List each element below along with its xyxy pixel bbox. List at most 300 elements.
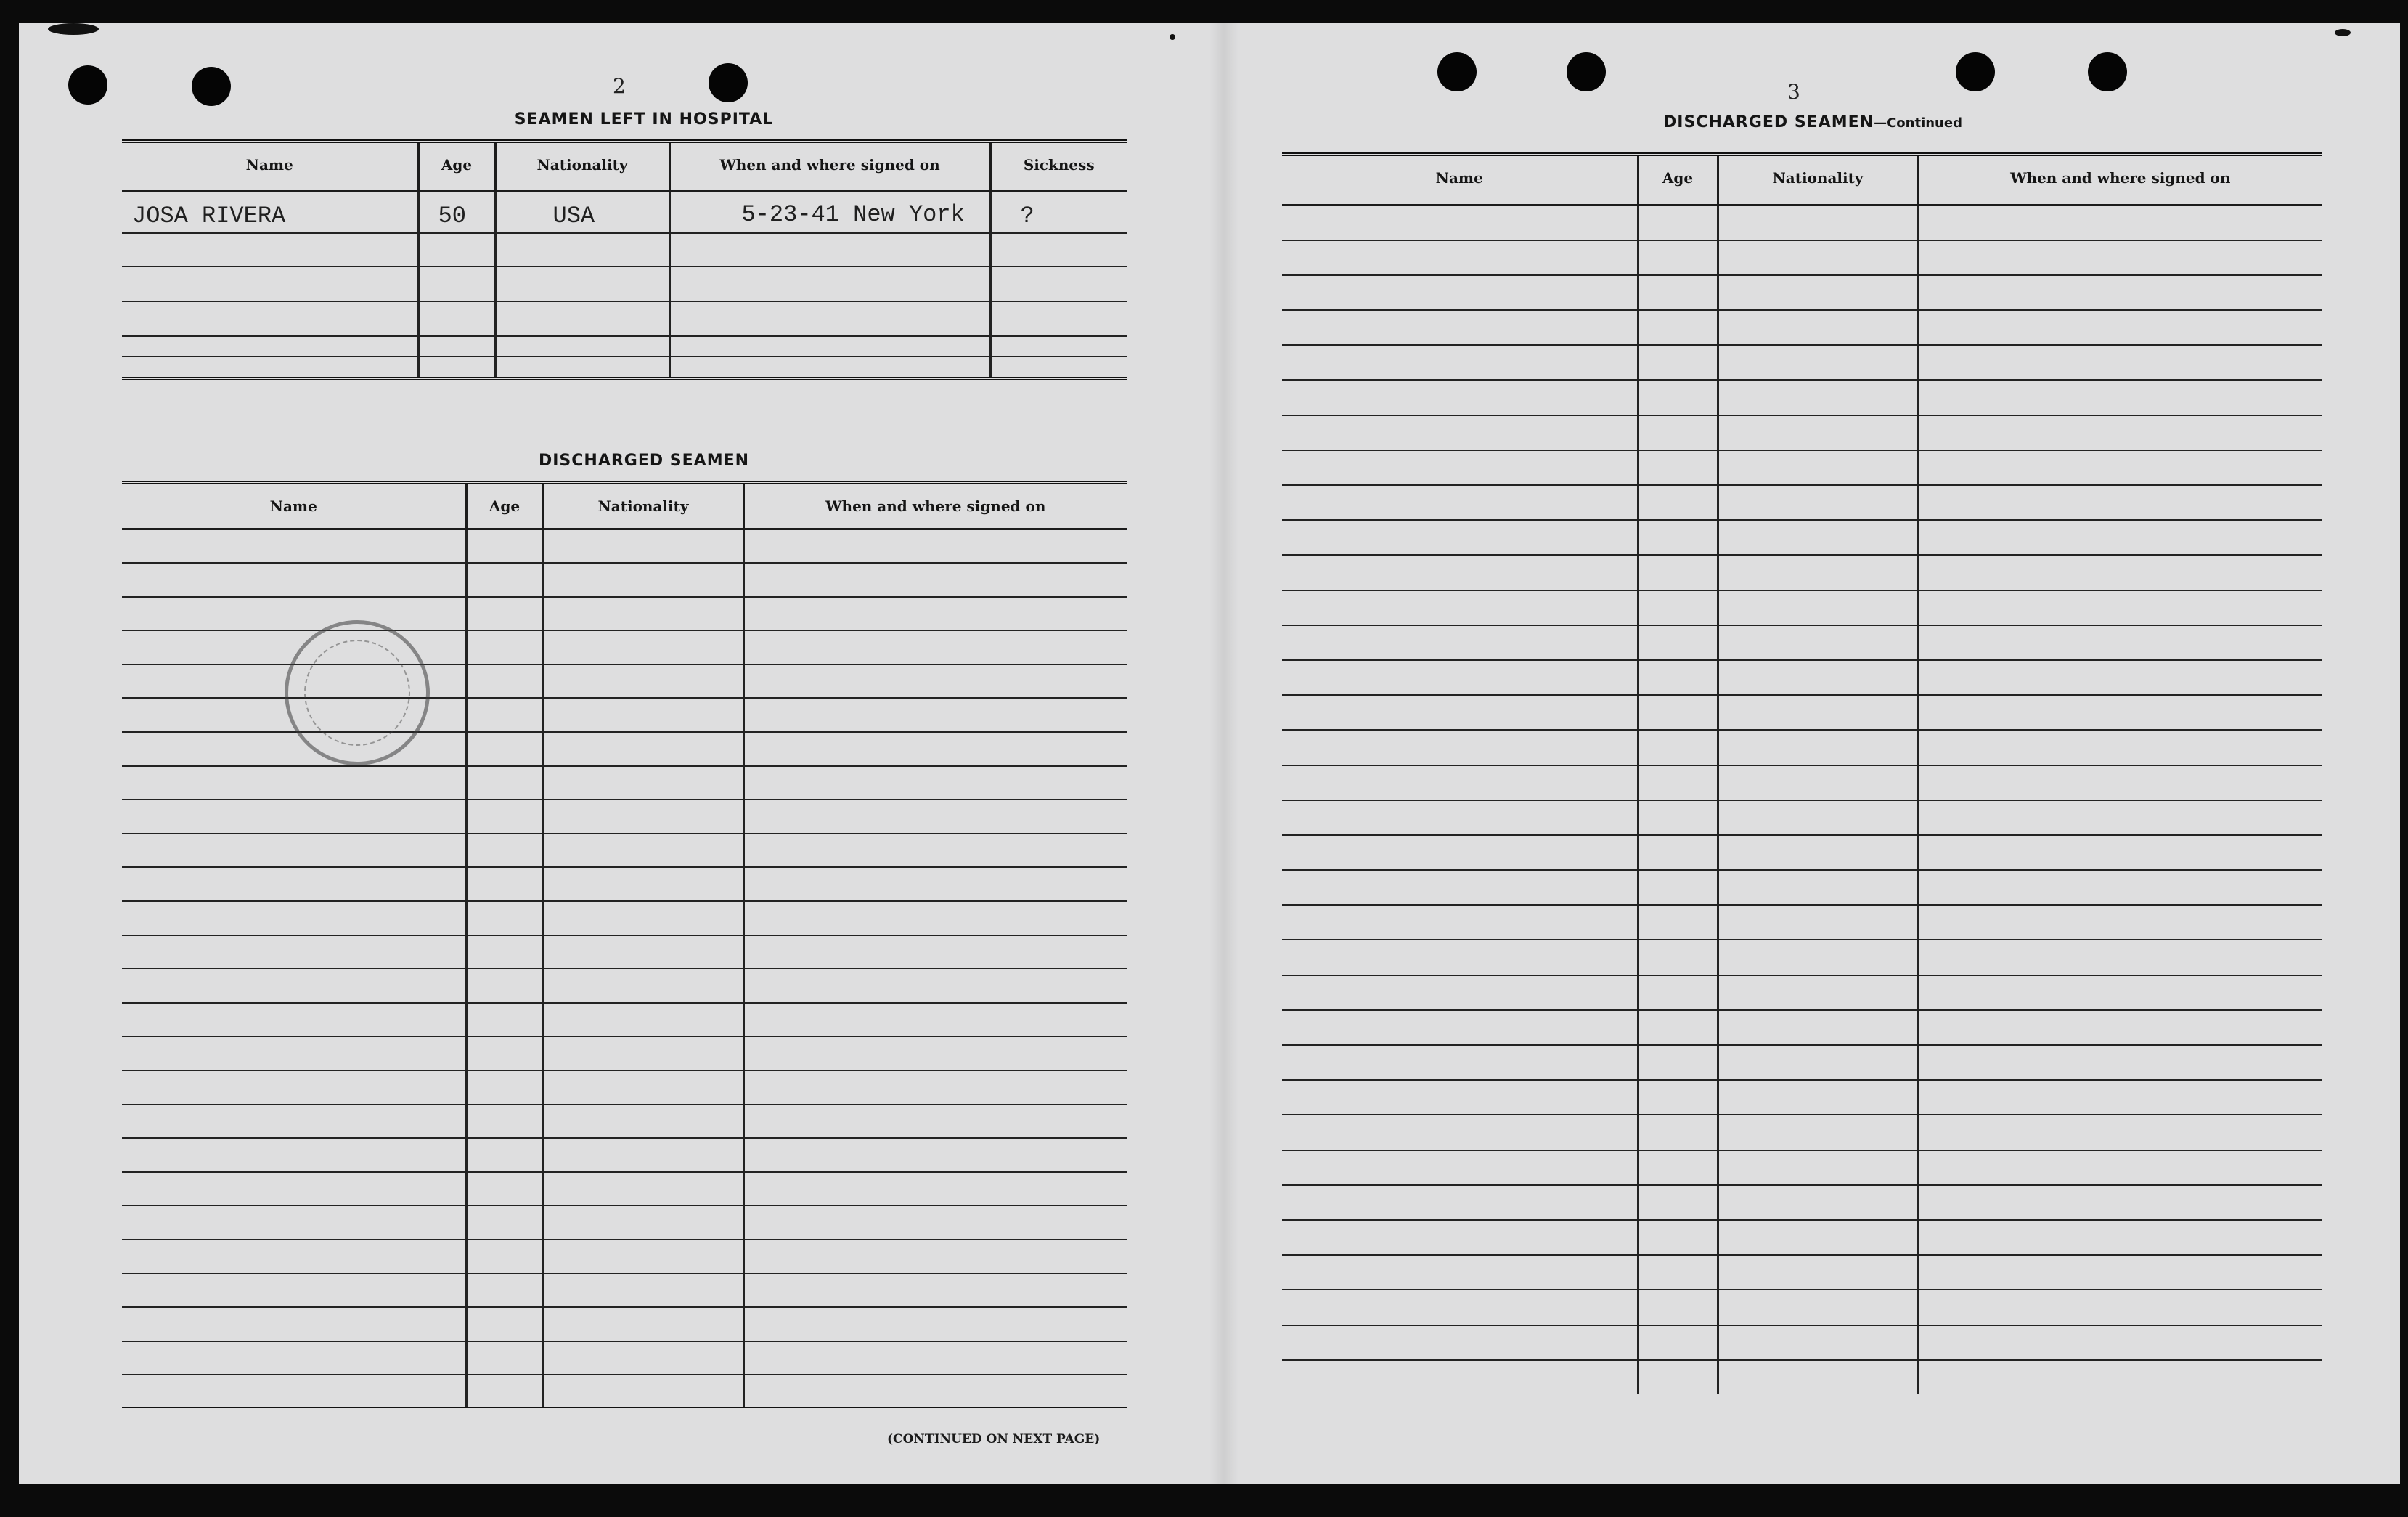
blank-cell (743, 664, 1127, 699)
blank-cell (1638, 800, 1718, 835)
blank-cell (743, 1375, 1127, 1409)
table-row (122, 698, 1127, 732)
blank-cell (1718, 695, 1918, 730)
table-row (1282, 1290, 2322, 1325)
blank-cell (1638, 835, 1718, 870)
blank-cell (543, 732, 743, 766)
title-suffix: —Continued (1874, 115, 1962, 131)
blank-cell (1638, 1045, 1718, 1080)
blank-cell (1638, 1290, 1718, 1325)
column-header-name: Name (122, 142, 418, 191)
blank-cell (1282, 695, 1638, 730)
blank-cell (1718, 1185, 1918, 1220)
blank-cell (543, 800, 743, 834)
table-row (122, 1070, 1127, 1105)
blank-cell (466, 597, 543, 631)
continued-footnote: (CONTINUED ON NEXT PAGE) (887, 1432, 1101, 1447)
table-row (122, 630, 1127, 664)
table-row (1282, 765, 2322, 800)
table-row (122, 1375, 1127, 1409)
table-row (122, 301, 1127, 336)
blank-cell (466, 1205, 543, 1240)
table-row (122, 766, 1127, 800)
table-row (1282, 800, 2322, 835)
blank-cell (1918, 870, 2322, 905)
table-row (1282, 520, 2322, 555)
table-row (122, 800, 1127, 834)
table-row (122, 357, 1127, 378)
table-row (122, 529, 1127, 564)
blank-cell (543, 1240, 743, 1274)
blank-cell (1638, 1010, 1718, 1045)
blank-cell (1282, 905, 1638, 940)
blank-cell (1718, 975, 1918, 1010)
blank-cell (743, 901, 1127, 935)
table-row (1282, 695, 2322, 730)
table-row (1282, 1185, 2322, 1220)
punch-hole (192, 67, 231, 106)
blank-cell (1918, 275, 2322, 310)
blank-cell (743, 867, 1127, 901)
column-header-age: Age (1638, 155, 1718, 206)
blank-cell (466, 935, 543, 969)
blank-cell (122, 1205, 466, 1240)
blank-cell (1718, 415, 1918, 450)
blank-cell (743, 1070, 1127, 1105)
table-row (1282, 555, 2322, 590)
blank-cell (122, 1172, 466, 1206)
blank-cell (1918, 1150, 2322, 1185)
table-row (122, 664, 1127, 699)
blank-cell (743, 1138, 1127, 1172)
column-header-age: Age (466, 483, 543, 529)
blank-cell (122, 1003, 466, 1037)
blank-cell (1638, 380, 1718, 415)
speck (48, 23, 99, 35)
blank-cell (1638, 1325, 1718, 1360)
blank-cell (466, 1375, 543, 1409)
blank-cell (1282, 1360, 1638, 1395)
blank-cell (543, 1138, 743, 1172)
blank-cell (1918, 345, 2322, 380)
table-row (122, 1036, 1127, 1070)
blank-cell (543, 867, 743, 901)
blank-cell (466, 766, 543, 800)
blank-cell (743, 1036, 1127, 1070)
punch-hole (2088, 52, 2127, 91)
page-number: 2 (613, 74, 626, 98)
header-row (122, 483, 1127, 529)
blank-cell (1718, 835, 1918, 870)
blank-cell (466, 800, 543, 834)
table-row (1282, 1080, 2322, 1115)
blank-cell (1918, 1045, 2322, 1080)
blank-cell (1282, 1255, 1638, 1290)
blank-cell (1918, 310, 2322, 345)
blank-cell (1918, 765, 2322, 800)
blank-cell (543, 1172, 743, 1206)
page-fold (1209, 23, 1238, 1484)
blank-cell (466, 1105, 543, 1139)
blank-cell (1638, 275, 1718, 310)
blank-cell (743, 935, 1127, 969)
blank-cell (1638, 206, 1718, 240)
blank-cell (122, 1307, 466, 1341)
table-row (1282, 275, 2322, 310)
blank-cell (1282, 590, 1638, 625)
blank-cell (543, 1375, 743, 1409)
blank-cell (122, 1105, 466, 1139)
blank-cell (1918, 1255, 2322, 1290)
blank-cell (466, 1240, 543, 1274)
blank-cell (1918, 1080, 2322, 1115)
table-row (122, 597, 1127, 631)
blank-cell (1918, 240, 2322, 275)
blank-cell (743, 698, 1127, 732)
table-row (122, 969, 1127, 1003)
blank-cell (1638, 695, 1718, 730)
blank-cell (1282, 975, 1638, 1010)
blank-cell (1638, 1255, 1718, 1290)
column-header-nationality: Nationality (543, 483, 743, 529)
blank-cell (466, 664, 543, 699)
blank-cell (1918, 695, 2322, 730)
table-row (1282, 345, 2322, 380)
blank-cell (1638, 310, 1718, 345)
blank-cell (466, 1341, 543, 1375)
table-row (1282, 1325, 2322, 1360)
blank-cell (1282, 1080, 1638, 1115)
blank-cell (743, 969, 1127, 1003)
speck (2335, 29, 2351, 36)
punch-hole (709, 63, 748, 102)
column-header-age: Age (418, 142, 495, 191)
column-header-nationality: Nationality (495, 142, 669, 191)
table-row (1282, 240, 2322, 275)
blank-cell (1638, 1185, 1718, 1220)
blank-cell (466, 1274, 543, 1308)
table-row (122, 867, 1127, 901)
column-header-name: Name (1282, 155, 1638, 206)
table-row (122, 191, 1127, 233)
blank-cell (543, 1274, 743, 1308)
blank-cell (466, 563, 543, 597)
column-header-signed-on: When and where signed on (743, 483, 1127, 529)
blank-cell (1918, 1360, 2322, 1395)
title-main: DISCHARGED SEAMEN (1663, 113, 1874, 131)
discharged-continued-table (1282, 152, 2322, 1396)
blank-cell (1918, 415, 2322, 450)
blank-cell (743, 834, 1127, 868)
table-row (1282, 415, 2322, 450)
blank-cell (1282, 765, 1638, 800)
blank-cell (1718, 590, 1918, 625)
table-row (1282, 1220, 2322, 1255)
blank-cell (1918, 1185, 2322, 1220)
table-row (122, 1138, 1127, 1172)
discharged-table (122, 481, 1127, 1410)
hospital-table (122, 139, 1127, 380)
blank-cell (1918, 905, 2322, 940)
table-row (122, 834, 1127, 868)
blank-cell (1918, 730, 2322, 765)
table-row (1282, 940, 2322, 975)
blank-cell (1282, 625, 1638, 660)
blank-cell (1282, 1150, 1638, 1185)
blank-cell (1638, 625, 1718, 660)
blank-cell (743, 1205, 1127, 1240)
blank-cell (1918, 380, 2322, 415)
blank-cell (1918, 1325, 2322, 1360)
blank-cell (1718, 1220, 1918, 1255)
blank-cell (1638, 1220, 1718, 1255)
table-row (1282, 660, 2322, 695)
blank-cell (1718, 485, 1918, 520)
blank-cell (743, 1105, 1127, 1139)
blank-cell (1282, 450, 1638, 485)
blank-cell (122, 1070, 466, 1105)
table-row (1282, 1115, 2322, 1150)
blank-cell (122, 834, 466, 868)
blank-cell (1918, 555, 2322, 590)
blank-cell (543, 1341, 743, 1375)
blank-cell (1718, 275, 1918, 310)
blank-cell (1918, 1115, 2322, 1150)
blank-cell (1718, 310, 1918, 345)
blank-cell (543, 664, 743, 699)
table-row (122, 1003, 1127, 1037)
blank-cell (1718, 625, 1918, 660)
blank-cell (543, 834, 743, 868)
blank-cell (1638, 520, 1718, 555)
table-row (122, 1307, 1127, 1341)
blank-cell (1282, 660, 1638, 695)
table-row (1282, 975, 2322, 1010)
blank-cell (1918, 1010, 2322, 1045)
blank-cell (1718, 206, 1918, 240)
blank-cell (543, 1307, 743, 1341)
blank-cell (466, 1307, 543, 1341)
blank-cell (1282, 206, 1638, 240)
blank-cell (466, 901, 543, 935)
blank-cell (1718, 730, 1918, 765)
blank-cell (1638, 870, 1718, 905)
blank-cell (543, 1003, 743, 1037)
table-row (122, 901, 1127, 935)
table-row (1282, 206, 2322, 240)
cell-name: JOSA RIVERA (122, 191, 418, 233)
column-header-signed-on: When and where signed on (669, 142, 990, 191)
table-row (1282, 1010, 2322, 1045)
punch-hole (1956, 52, 1995, 91)
blank-cell (1282, 1220, 1638, 1255)
punch-hole (68, 65, 107, 105)
blank-cell (1718, 1290, 1918, 1325)
blank-cell (743, 1240, 1127, 1274)
blank-cell (1718, 1080, 1918, 1115)
table-row (1282, 1150, 2322, 1185)
blank-cell (1282, 555, 1638, 590)
blank-cell (1638, 765, 1718, 800)
blank-cell (1918, 206, 2322, 240)
blank-cell (466, 1070, 543, 1105)
blank-cell (543, 1036, 743, 1070)
blank-cell (122, 800, 466, 834)
blank-cell (1718, 1150, 1918, 1185)
blank-cell (122, 969, 466, 1003)
table-row (122, 563, 1127, 597)
blank-cell (1638, 590, 1718, 625)
blank-cell (743, 1003, 1127, 1037)
punch-hole (1567, 52, 1606, 91)
blank-cell (543, 1070, 743, 1105)
blank-cell (122, 1138, 466, 1172)
column-header-signed-on: When and where signed on (1918, 155, 2322, 206)
blank-cell (1282, 310, 1638, 345)
table-row (122, 1274, 1127, 1308)
blank-cell (1638, 415, 1718, 450)
blank-cell (1282, 240, 1638, 275)
blank-cell (743, 800, 1127, 834)
blank-cell (1918, 1290, 2322, 1325)
table-row (1282, 380, 2322, 415)
blank-cell (743, 1274, 1127, 1308)
blank-cell (1282, 275, 1638, 310)
blank-cell (1718, 905, 1918, 940)
column-header-name: Name (122, 483, 466, 529)
blank-cell (122, 1375, 466, 1409)
blank-cell (1282, 345, 1638, 380)
blank-cell (543, 901, 743, 935)
table-row (1282, 485, 2322, 520)
blank-cell (1638, 660, 1718, 695)
blank-cell (1918, 800, 2322, 835)
blank-cell (743, 766, 1127, 800)
blank-cell (1282, 1325, 1638, 1360)
table-row (1282, 1045, 2322, 1080)
punch-hole (1437, 52, 1477, 91)
table-row (122, 1172, 1127, 1206)
table-row (1282, 905, 2322, 940)
table-row (1282, 625, 2322, 660)
blank-cell (1282, 835, 1638, 870)
blank-cell (743, 732, 1127, 766)
blank-cell (122, 597, 466, 631)
blank-cell (743, 1341, 1127, 1375)
blank-cell (1282, 520, 1638, 555)
discharged-continued-title (1282, 113, 2343, 131)
blank-cell (1638, 450, 1718, 485)
blank-cell (466, 1172, 543, 1206)
blank-cell (1638, 240, 1718, 275)
blank-cell (743, 630, 1127, 664)
blank-cell (1282, 1185, 1638, 1220)
blank-cell (122, 1341, 466, 1375)
table-row (1282, 730, 2322, 765)
blank-cell (543, 698, 743, 732)
blank-cell (1918, 520, 2322, 555)
blank-cell (466, 1138, 543, 1172)
blank-cell (1918, 940, 2322, 975)
scanned-document-sheet (19, 23, 2400, 1484)
blank-cell (1918, 450, 2322, 485)
blank-cell (466, 630, 543, 664)
blank-cell (543, 563, 743, 597)
blank-cell (1718, 940, 1918, 975)
cell-nationality: USA (495, 191, 669, 233)
blank-cell (1638, 1360, 1718, 1395)
blank-cell (1282, 415, 1638, 450)
blank-cell (466, 867, 543, 901)
header-row (122, 142, 1127, 191)
blank-cell (1282, 730, 1638, 765)
table-row (1282, 310, 2322, 345)
blank-cell (122, 563, 466, 597)
discharged-section-title: DISCHARGED SEAMEN (538, 452, 750, 470)
blank-cell (543, 935, 743, 969)
blank-cell (1918, 975, 2322, 1010)
blank-cell (1718, 345, 1918, 380)
blank-cell (466, 834, 543, 868)
blank-cell (1638, 905, 1718, 940)
blank-cell (1718, 380, 1918, 415)
cell-signed-on: 5-23-41 New York (669, 191, 990, 233)
table-row (122, 1205, 1127, 1240)
column-header-sickness: Sickness (990, 142, 1127, 191)
table-row (122, 935, 1127, 969)
blank-cell (1718, 555, 1918, 590)
blank-cell (543, 597, 743, 631)
blank-cell (466, 1003, 543, 1037)
blank-cell (122, 901, 466, 935)
blank-cell (1282, 1010, 1638, 1045)
table-row (122, 1341, 1127, 1375)
blank-cell (122, 529, 466, 564)
table-row (1282, 870, 2322, 905)
blank-cell (1638, 555, 1718, 590)
header-row (1282, 155, 2322, 206)
blank-cell (543, 529, 743, 564)
blank-cell (1718, 240, 1918, 275)
blank-cell (1638, 1115, 1718, 1150)
blank-cell (122, 1240, 466, 1274)
blank-cell (1918, 1220, 2322, 1255)
blank-cell (122, 867, 466, 901)
blank-cell (1718, 870, 1918, 905)
table-row (1282, 1360, 2322, 1395)
column-header-nationality: Nationality (1718, 155, 1918, 206)
hospital-section-title: SEAMEN LEFT IN HOSPITAL (514, 110, 774, 129)
blank-cell (1282, 485, 1638, 520)
table-row (1282, 835, 2322, 870)
blank-cell (743, 563, 1127, 597)
blank-cell (1718, 660, 1918, 695)
blank-cell (1282, 1290, 1638, 1325)
blank-cell (543, 1105, 743, 1139)
blank-cell (543, 1205, 743, 1240)
table-row (122, 267, 1127, 301)
table-row (122, 1240, 1127, 1274)
blank-cell (466, 698, 543, 732)
blank-cell (1282, 1045, 1638, 1080)
blank-cell (122, 1274, 466, 1308)
blank-cell (1638, 1080, 1718, 1115)
table-row (122, 233, 1127, 267)
blank-cell (1718, 1045, 1918, 1080)
blank-cell (466, 969, 543, 1003)
blank-cell (1718, 1115, 1918, 1150)
table-row (1282, 450, 2322, 485)
